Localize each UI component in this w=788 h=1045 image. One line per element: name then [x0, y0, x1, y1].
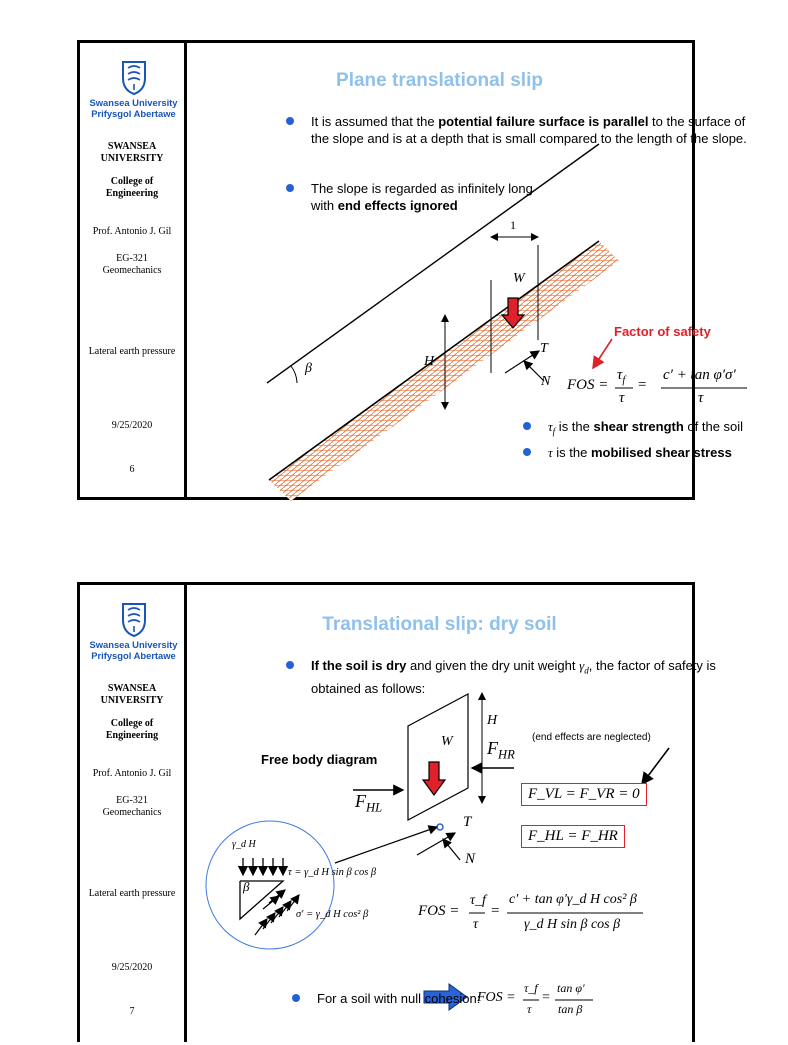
null-cohesion-denominator: tan β: [558, 1002, 583, 1016]
bullet-dot-icon: [292, 994, 300, 1002]
shear-force-label: T: [540, 341, 548, 356]
bullet-dot-icon: [286, 184, 294, 192]
bullet-null-cohesion: For a soil with null cohesion:: [317, 990, 517, 1007]
factor-of-safety-label: Factor of safety: [614, 324, 711, 339]
normal-force-arrow: [443, 839, 460, 860]
slide-7: [77, 582, 716, 1042]
slide-content: Translational slip: dry soil If the soil is dry and given the dry unit weight $\gamma_d$, the factor of safety is obtained as follows: Free body diagram H W $F_{HR}$ $F_{HL}$ T N (end effects are neglected) F_VL = F_VR = 0 F_HL = F_HR γ_d H β τ = γ_d H sin β cos β σ′ = γ_d H cos² β FOS = τ_f τ = c′ + tan φ′γ_d H cos² β γ_d H sin β cos β For a soil with null cohesion: FOS = τ_f τ = tan φ′ tan β: [187, 585, 692, 1042]
slip-point-marker: [437, 824, 443, 830]
bullet-infinite-slope: The slope is regarded as infinitely long with end effects ignored: [311, 180, 539, 214]
crest-icon: [119, 58, 149, 96]
stress-element-callout: [206, 821, 334, 949]
swansea-university-text: SWANSEA UNIVERSITY: [100, 683, 164, 706]
soil-slice: [408, 694, 468, 820]
slide-6: [77, 40, 747, 500]
course-text: EG-321 Geomechanics: [102, 795, 162, 818]
soil-layer: [269, 241, 619, 501]
fos-lhs: FOS =: [567, 377, 609, 393]
fhl-label: $F_{HL}$: [355, 791, 383, 815]
bullet-dot-icon: [286, 661, 294, 669]
university-name: Swansea University Prifysgol Abertawe: [89, 97, 178, 119]
free-body-diagram: [187, 585, 695, 1045]
slide-title: Translational slip: dry soil: [322, 614, 557, 635]
date-text: 9/25/2020: [111, 962, 153, 973]
college-text: College of Engineering: [105, 718, 159, 741]
element-angle-label: β: [243, 879, 250, 894]
course-text: EG-321 Geomechanics: [102, 253, 162, 276]
bullet-shear-strength: $\tau_f$ is the shear strength of the soil: [548, 418, 788, 441]
free-body-label: Free body diagram: [261, 752, 378, 767]
shear-force-label: T: [463, 814, 472, 830]
university-name: Swansea University Prifysgol Abertawe: [89, 639, 178, 661]
date-text: 9/25/2020: [111, 420, 153, 431]
fos-tau-f: τ_f: [470, 893, 486, 908]
bullet-dot-icon: [523, 448, 531, 456]
shear-force-arrow: [417, 833, 455, 855]
horizontal-equilibrium-equation: F_HL = F_HR: [521, 825, 625, 848]
shear-stress-expression: τ = γ_d H sin β cos β: [288, 867, 377, 878]
page-number: 7: [129, 1006, 135, 1017]
null-cohesion-fos-lhs: FOS =: [477, 990, 516, 1005]
university-logo: [85, 600, 182, 661]
fos-denominator: γ_d H sin β cos β: [524, 917, 621, 932]
page-number: 6: [129, 464, 135, 475]
weight-label: W: [441, 734, 453, 749]
fos-numerator: c′ + tan φ′γ_d H cos² β: [509, 892, 637, 907]
topic-text: Lateral earth pressure: [88, 888, 176, 899]
end-effects-note: (end effects are neglected): [532, 732, 651, 743]
bullet-mobilised-shear: τ is the mobilised shear stress: [548, 444, 788, 461]
fos-lhs: FOS =: [418, 903, 460, 919]
slope-angle-label: β: [305, 361, 312, 376]
fos-tau-f: $\tau_f$: [617, 367, 626, 386]
null-cohesion-numerator: tan φ′: [557, 981, 585, 995]
slide-sidebar: [80, 585, 187, 1042]
college-text: College of Engineering: [105, 176, 159, 199]
shear-force-arrow: [505, 351, 539, 373]
university-logo: [85, 58, 182, 119]
fos-tau: τ: [619, 390, 625, 406]
swansea-university-text: SWANSEA UNIVERSITY: [100, 141, 164, 164]
topic-text: Lateral earth pressure: [88, 346, 176, 357]
bullet-assumption: It is assumed that the potential failure surface is parallel to the surface of the slope and is at a depth that is small compared to the length of the slope.: [311, 113, 751, 147]
fos-tau: τ: [473, 917, 479, 932]
fhr-label: $F_{HR}$: [487, 738, 515, 762]
bullet-dry-soil: If the soil is dry and given the dry unit weight $\gamma_d$, the factor of safety is obtained as follows:: [311, 657, 751, 697]
normal-stress-expression: σ′ = γ_d H cos² β: [296, 909, 369, 920]
normal-force-label: N: [541, 374, 551, 389]
unit-width-label: 1: [510, 218, 516, 232]
null-cohesion-tau: τ: [527, 1002, 532, 1016]
slope-angle-arc: [291, 366, 297, 383]
weight-label: W: [513, 271, 525, 286]
bullet-dot-icon: [523, 422, 531, 430]
height-label: H: [487, 713, 498, 728]
author-text: Prof. Antonio J. Gil: [92, 768, 172, 779]
factor-of-safety-pointer: [593, 339, 612, 368]
slide-title: Plane translational slip: [336, 70, 543, 91]
normal-force-label: N: [465, 851, 476, 867]
callout-connector: [335, 827, 437, 863]
load-label: γ_d H: [232, 839, 256, 850]
null-cohesion-tau-f: τ_f: [524, 981, 538, 995]
fos-numerator: c′ + tan φ′σ′: [663, 367, 736, 383]
author-text: Prof. Antonio J. Gil: [92, 226, 172, 237]
vertical-equilibrium-equation: F_VL = F_VR = 0: [521, 783, 647, 806]
fos-denominator: τ: [698, 390, 704, 406]
crest-icon: [119, 600, 149, 638]
end-effects-pointer: [642, 748, 669, 784]
bullet-dot-icon: [286, 117, 294, 125]
slide-content: Plane translational slip It is assumed that the potential failure surface is parallel to the surface of the slope and is at a depth that is small compared to the length of the slope. The slope is regarded as infinitely long with end effects ignored 1 W H β T N Factor of safety FOS = $\tau_f$ τ = c′ + tan φ′σ′ τ $\tau_f$ is the shear strength of the soil τ is the mobilised shear stress: [187, 43, 692, 497]
height-label: H: [424, 354, 435, 369]
slide-sidebar: [80, 43, 187, 497]
